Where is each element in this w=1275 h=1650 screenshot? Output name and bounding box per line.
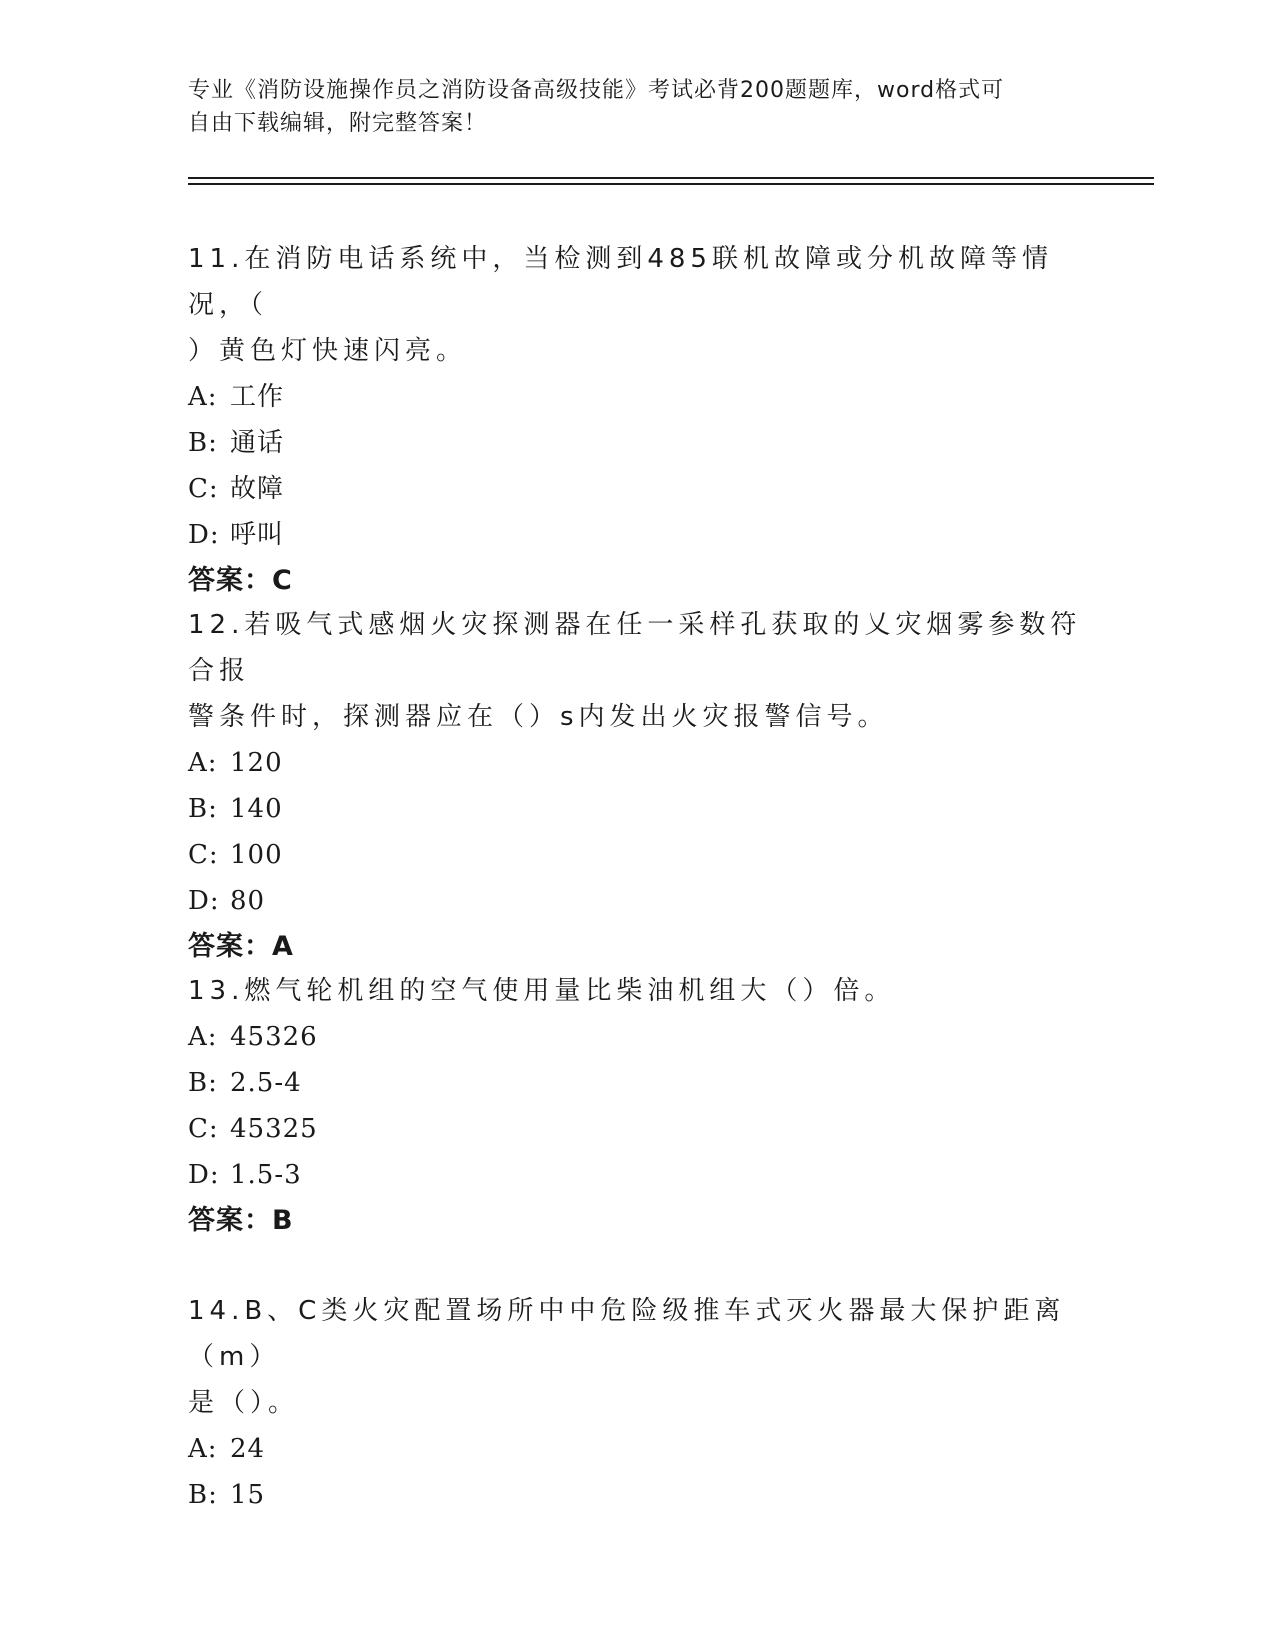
question-11	[188, 236, 1088, 604]
option-c	[188, 1106, 1088, 1152]
option-label: D:	[188, 520, 220, 550]
option-c	[188, 832, 1088, 878]
header-line-1: 专业《消防设施操作员之消防设备高级技能》考试必背200题题库，word格式可	[188, 78, 1005, 103]
option-a	[188, 1426, 1088, 1472]
option-text: 1.5-3	[230, 1160, 302, 1190]
option-d	[188, 1152, 1088, 1198]
option-label: B:	[188, 428, 218, 458]
option-text: 100	[230, 840, 283, 870]
option-a	[188, 374, 1088, 420]
option-b	[188, 1060, 1088, 1106]
option-b	[188, 786, 1088, 832]
option-label: A:	[188, 382, 218, 412]
question-stem-line: 12.若吸气式感烟火灾探测器在任一采样孔获取的乂灾烟雾参数符合报	[188, 610, 1082, 686]
option-text: 呼叫	[230, 520, 285, 550]
option-b	[188, 1472, 1088, 1518]
option-label: B:	[188, 1068, 218, 1098]
option-label: B:	[188, 1480, 218, 1510]
question-14	[188, 1288, 1088, 1518]
option-a	[188, 740, 1088, 786]
option-label: D:	[188, 1160, 220, 1190]
option-label: C:	[188, 1114, 219, 1144]
question-stem-line: 警条件时，探测器应在（）s内发出火灾报警信号。	[188, 702, 889, 732]
option-label: C:	[188, 474, 219, 504]
option-c	[188, 466, 1088, 512]
question-12	[188, 602, 1088, 970]
answer-line: 答案：B	[188, 1205, 294, 1236]
question-stem-line: 13.燃气轮机组的空气使用量比柴油机组大（）倍。	[188, 976, 896, 1006]
answer-line: 答案：C	[188, 565, 293, 596]
header-divider-bottom	[188, 183, 1154, 185]
header-line-2: 自由下载编辑，附完整答案！	[188, 111, 488, 136]
question-stem-line: 是（）。	[188, 1388, 300, 1418]
question-stem-line: 11.在消防电话系统中，当检测到485联机故障或分机故障等情况，（	[188, 244, 1053, 320]
option-label: A:	[188, 1022, 218, 1052]
option-d	[188, 512, 1088, 558]
option-d	[188, 878, 1088, 924]
option-text: 2.5-4	[230, 1068, 302, 1098]
option-text: 工作	[230, 382, 285, 412]
option-label: A:	[188, 748, 218, 778]
option-label: D:	[188, 886, 220, 916]
option-text: 45325	[230, 1114, 318, 1144]
option-text: 45326	[230, 1022, 318, 1052]
question-stem-line: ）黄色灯快速闪亮。	[188, 336, 468, 366]
question-stem-line: 14.B、C类火灾配置场所中中危险级推车式灭火器最大保护距离（m）	[188, 1296, 1066, 1372]
option-text: 24	[230, 1434, 266, 1464]
option-text: 120	[230, 748, 283, 778]
option-text: 15	[230, 1480, 266, 1510]
document-header	[188, 74, 1088, 140]
option-label: A:	[188, 1434, 218, 1464]
option-b	[188, 420, 1088, 466]
option-text: 通话	[230, 428, 285, 458]
option-label: C:	[188, 840, 219, 870]
option-text: 140	[230, 794, 283, 824]
answer-line: 答案：A	[188, 931, 294, 962]
option-a	[188, 1014, 1088, 1060]
header-divider-top	[188, 177, 1154, 179]
question-13	[188, 968, 1088, 1244]
option-text: 故障	[230, 474, 285, 504]
option-text: 80	[230, 886, 266, 916]
option-label: B:	[188, 794, 218, 824]
